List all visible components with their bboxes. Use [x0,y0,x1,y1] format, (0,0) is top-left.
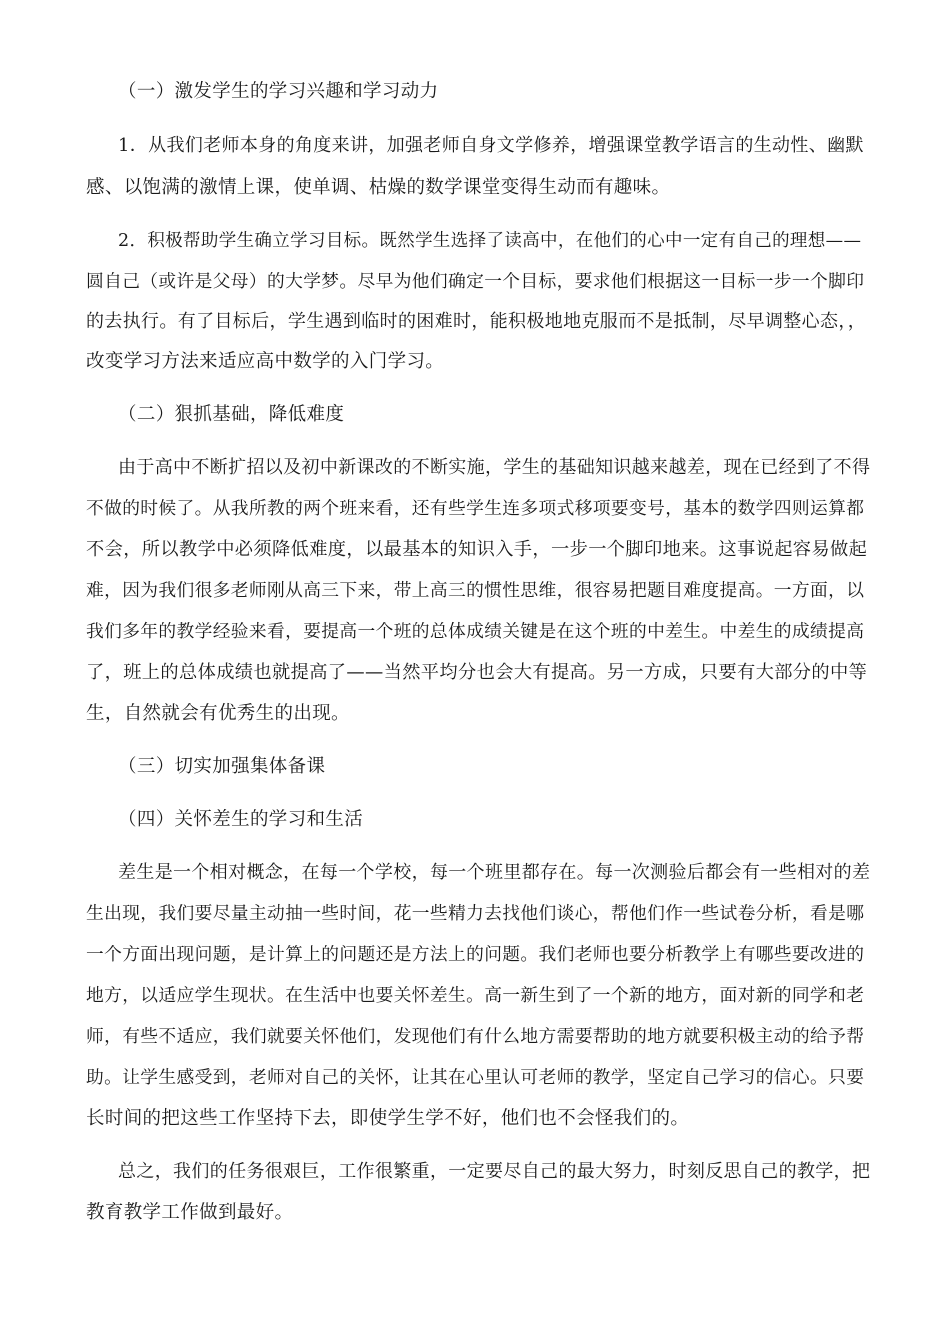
section-2-line-6: 了，班上的总体成绩也就提高了——当然平均分也会大有提高。另一方成，只要有大部分的中等 [86,662,868,683]
item-2-line-1: 2．积极帮助学生确立学习目标。既然学生选择了读高中，在他们的心中一定有自己的理想—— [118,231,862,251]
item-2-line-4: 改变学习方法来适应高中数学的入门学习。 [86,351,445,372]
conclusion-line-2: 教育教学工作做到最好。 [86,1202,294,1223]
section-4-line-2: 生出现，我们要尽量主动抽一些时间，花一些精力去找他们谈心，帮他们作一些试卷分析，看是哪 [86,904,865,924]
section-4-line-5: 师，有些不适应，我们就要关怀他们，发现他们有什么地方需要帮助的地方就要积极主动的给予帮 [86,1027,865,1047]
section-2-line-2: 不做的时候了。从我所教的两个班来看，还有些学生连多项式移项要变号，基本的数学四则运算都 [86,499,865,519]
section-heading-2: （二）狠抓基础，降低难度 [118,404,345,425]
section-4-line-6: 助。让学生感受到，老师对自己的关怀，让其在心里认可老师的教学，坚定自己学习的信心。只要 [86,1068,865,1088]
item-2-line-3: 的去执行。有了目标后，学生遇到临时的困难时，能积极地地克服而不是抵制，尽早调整心态，， [86,311,867,332]
section-2-line-3: 不会，所以教学中必须降低难度，以最基本的知识入手，一步一个脚印地来。这事说起容易做起 [86,539,868,560]
section-4-line-4: 地方，以适应学生现状。在生活中也要关怀差生。高一新生到了一个新的地方，面对新的同学和老 [86,986,865,1006]
section-2-line-4: 难，因为我们很多老师刚从高三下来，带上高三的惯性思维，很容易把题目难度提高。一方面，以 [86,581,865,601]
section-4-line-7: 长时间的把这些工作坚持下去，即使学生学不好，他们也不会怪我们的。 [86,1108,690,1129]
section-heading-3: （三）切实加强集体备课 [118,756,326,777]
conclusion-line-1: 总之，我们的任务很艰巨，工作很繁重，一定要尽自己的最大努力，时刻反思自己的教学，把 [118,1161,871,1182]
section-heading-1: （一）激发学生的学习兴趣和学习动力 [118,81,439,102]
section-2-line-5: 我们多年的教学经验来看，要提高一个班的总体成绩关键是在这个班的中差生。中差生的成绩提高 [86,622,865,642]
item-1-line-1: 1．从我们老师本身的角度来讲，加强老师自身文学修养，增强课堂教学语言的生动性、幽默 [118,135,864,156]
item-1-line-2: 感、以饱满的激情上课，使单调、枯燥的数学课堂变得生动而有趣味。 [86,177,671,198]
section-2-line-7: 生，自然就会有优秀生的出现。 [86,703,350,724]
item-2-line-2: 圆自己（或许是父母）的大学梦。尽早为他们确定一个目标，要求他们根据这一目标一步一个脚印 [86,272,865,292]
section-4-line-1: 差生是一个相对概念，在每一个学校，每一个班里都存在。每一次测验后都会有一些相对的差 [118,862,871,883]
section-2-line-1: 由于高中不断扩招以及初中新课改的不断实施，学生的基础知识越来越差，现在已经到了不得 [118,457,871,478]
section-heading-4: （四）关怀差生的学习和生活 [118,809,364,830]
section-4-line-3: 一个方面出现问题，是计算上的问题还是方法上的问题。我们老师也要分析教学上有哪些要改进的 [86,945,865,965]
